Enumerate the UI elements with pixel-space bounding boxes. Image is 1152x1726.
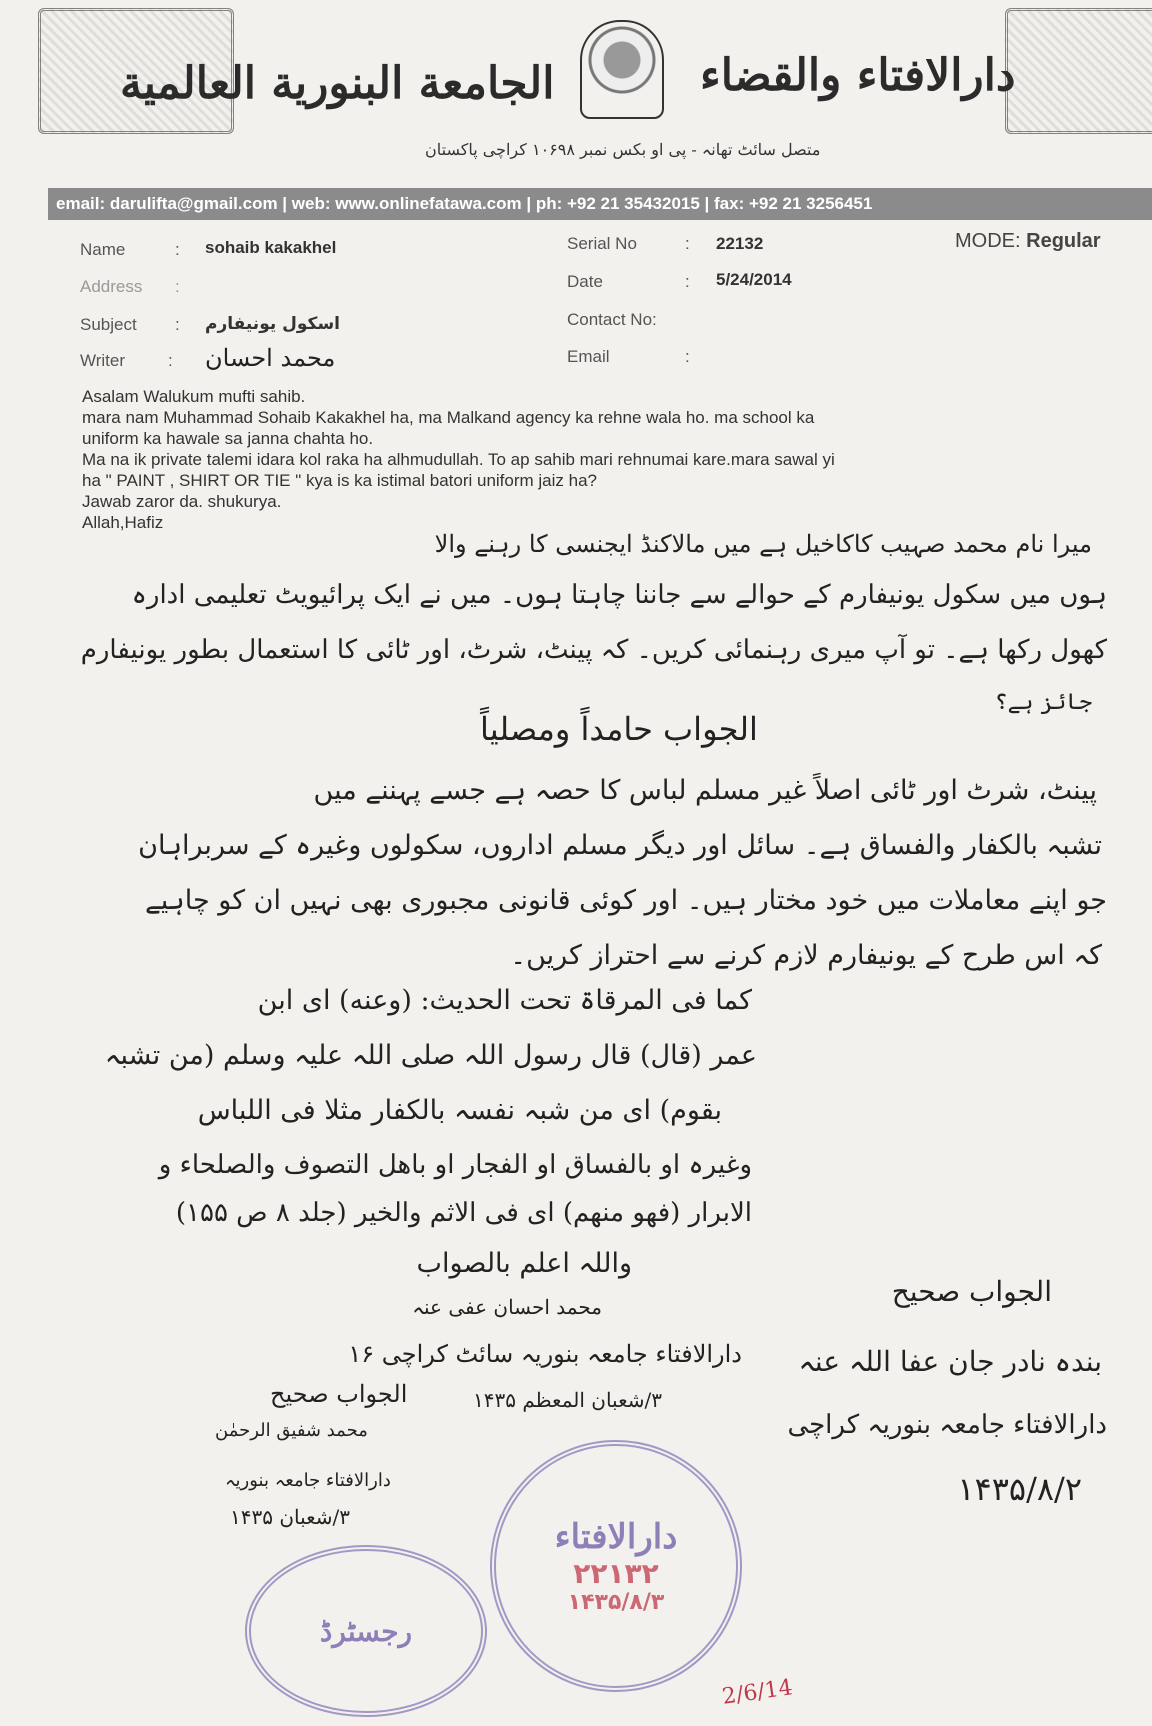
- subject-colon: :: [175, 315, 180, 334]
- handwritten-question-line: میرا نام محمد صہیب کاکاخیل ہے میں مالاکنڈ ایجنسی کا رہنے والا: [434, 530, 1092, 558]
- citation-line: الابرار (فھو منھم) ای فی الاثم والخیر (جلد ۸ ص ۱۵۵): [175, 1198, 752, 1228]
- answer-line: پینٹ، شرٹ اور ٹائی اصلاً غیر مسلم لباس کا حصہ ہے جسے پہننے میں: [313, 775, 1097, 806]
- mode-field: [955, 230, 1101, 253]
- email-colon: :: [685, 347, 690, 366]
- endorsement-name: بندہ نادر جان عفا اللہ عنہ: [798, 1345, 1102, 1378]
- answer-line: جو اپنے معاملات میں خود مختار ہیں۔ اور کوئی قانونی مجبوری بھی نہیں ان کو چاہیے: [144, 885, 1107, 916]
- subject-label: Subject: [80, 315, 137, 334]
- question-line: uniform ka hawale sa janna chahta ho.: [82, 429, 374, 448]
- institution-logo: [580, 20, 664, 119]
- handwritten-question-line: کھول رکھا ہے۔ تو آپ میری رہنمائی کریں۔ کہ پینٹ، شرٹ، اور ٹائی کا استعمال بطور یونیفارم: [80, 635, 1107, 665]
- question-line: Asalam Walukum mufti sahib.: [82, 387, 306, 406]
- answer-line: کہ اس طرح کے یونیفارم لازم کرنے سے احتراز کریں۔: [510, 940, 1102, 971]
- darulifta-seal: [490, 1440, 742, 1692]
- left-endorsement-institution: دارالافتاء جامعہ بنوریہ: [225, 1470, 391, 1491]
- mufti-signature-date: ۳/شعبان المعظم ۱۴۳۵: [473, 1388, 662, 1412]
- mode-value: Regular: [1026, 230, 1101, 252]
- writer-colon: :: [168, 351, 173, 370]
- name-value: sohaib kakakhel: [205, 238, 337, 257]
- subject-value: اسکول یونیفارم: [205, 314, 340, 334]
- institution-name-arabic: الجامعة البنورية العالمية: [120, 58, 555, 109]
- question-line: Allah,Hafiz: [82, 513, 164, 532]
- address-colon: :: [175, 277, 180, 296]
- endorsement-heading: الجواب صحیح: [891, 1275, 1052, 1308]
- citation-line: بقوم) ای من شبہ نفسہ بالکفار مثلا فی اللباس: [197, 1095, 722, 1126]
- reviewer-initial-date: 2/6/14: [720, 1675, 795, 1710]
- answer-line: تشبہ بالکفار والفساق ہے۔ سائل اور دیگر مسلم اداروں، سکولوں وغیرہ کے سربراہان: [138, 830, 1102, 861]
- serial-colon: :: [685, 234, 690, 253]
- seal-serial-number: ۲۲۱۳۲: [573, 1557, 659, 1590]
- handwritten-question-line: ہوں میں سکول یونیفارم کے حوالے سے جاننا چاہتا ہوں۔ میں نے ایک پرائیویٹ تعلیمی ادارہ: [131, 580, 1107, 610]
- endorsement-institution: دارالافتاء جامعہ بنوریہ کراچی: [787, 1410, 1107, 1440]
- answer-heading: الجواب حامداً ومصلیاً: [480, 710, 758, 748]
- question-text: [82, 386, 1122, 533]
- address-label: Address: [80, 277, 143, 296]
- mufti-signature-institution: دارالافتاء جامعہ بنوریہ سائٹ کراچی ۱۶: [348, 1340, 742, 1368]
- citation-line: واللہ اعلم بالصواب: [416, 1248, 632, 1279]
- register-stamp: [245, 1545, 487, 1717]
- writer-label: Writer: [80, 351, 126, 370]
- seal-title: دارالافتاء: [554, 1517, 678, 1557]
- citation-line: کما فی المرقاۃ تحت الحدیث: (وعنه) ای ابن: [257, 985, 752, 1016]
- left-endorsement-name: محمد شفیق الرحمٰن: [215, 1420, 368, 1441]
- question-line: ha " PAINT , SHIRT OR TIE " kya is ka istimal batori uniform jaiz ha?: [82, 471, 598, 490]
- name-colon: :: [175, 240, 180, 259]
- writer-signature: محمد احسان: [205, 344, 336, 372]
- question-line: mara nam Muhammad Sohaib Kakakhel ha, ma Malkand agency ka rehne wala ho. ma school ka: [82, 408, 815, 427]
- date-value: 5/24/2014: [716, 270, 792, 289]
- endorsement-date: ۱۴۳۵/۸/۲: [957, 1470, 1082, 1508]
- mode-label: MODE:: [955, 230, 1021, 252]
- left-endorsement-heading: الجواب صحیح: [270, 1380, 408, 1408]
- citation-line: وغیرہ او بالفساق او الفجار او باھل التصوف والصلحاء و: [158, 1150, 752, 1180]
- seal-date: ۱۴۳۵/۸/۳: [567, 1590, 665, 1615]
- left-endorsement-date: ۳/شعبان ۱۴۳۵: [230, 1505, 351, 1529]
- citation-line: عمر (قال) قال رسول اللہ صلی اللہ علیہ وسلم (من تشبہ: [104, 1040, 757, 1071]
- contact-bar: email: darulifta@gmail.com | web: www.onlinefatawa.com | ph: +92 21 35432015 | fax: +92 21 3256451: [48, 188, 1152, 220]
- email-label: Email: [567, 347, 610, 366]
- header-address: متصل سائٹ تھانہ - پی او بکس نمبر ۱۰۶۹۸ کراچی پاکستان: [425, 140, 821, 159]
- darul-ifta-title: دارالافتاء والقضاء: [700, 50, 1016, 101]
- register-stamp-text: رجسٹرڈ: [319, 1614, 413, 1648]
- mufti-signature-name: محمد احسان عفی عنہ: [412, 1295, 602, 1319]
- date-label: Date: [567, 272, 603, 291]
- serial-label: Serial No: [567, 234, 637, 253]
- question-line: Ma na ik private talemi idara kol raka ha alhmudullah. To ap sahib mari rehnumai kare.mara sawal yi: [82, 450, 835, 469]
- question-line: Jawab zaror da. shukurya.: [82, 492, 282, 511]
- date-colon: :: [685, 272, 690, 291]
- serial-value: 22132: [716, 234, 764, 253]
- contact-label: Contact No:: [567, 310, 657, 329]
- header-ornament-right: [1005, 8, 1152, 134]
- name-label: Name: [80, 240, 126, 259]
- handwritten-question-line: جائز ہے؟: [994, 690, 1092, 715]
